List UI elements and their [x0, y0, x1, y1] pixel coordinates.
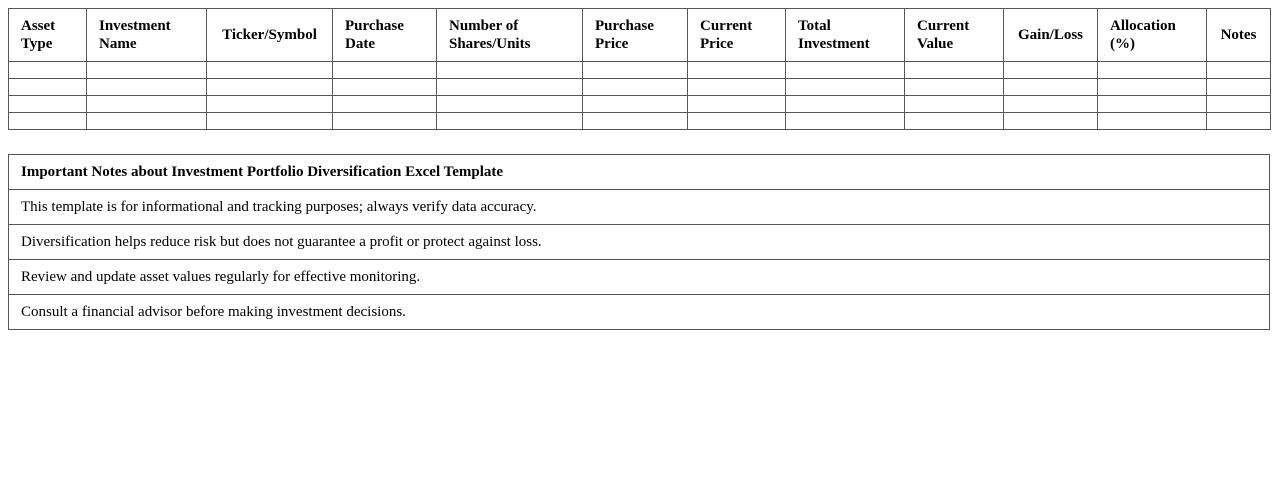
table-cell[interactable]	[87, 96, 207, 113]
table-cell[interactable]	[1207, 62, 1271, 79]
table-cell[interactable]	[207, 96, 333, 113]
table-cell[interactable]	[1207, 96, 1271, 113]
table-cell[interactable]	[1098, 96, 1207, 113]
note-item: Consult a financial advisor before making investment decisions.	[9, 295, 1270, 330]
column-header-current-price: Current Price	[688, 9, 786, 62]
table-cell[interactable]	[207, 62, 333, 79]
table-cell[interactable]	[9, 79, 87, 96]
column-header-total-investment: Total Investment	[786, 9, 905, 62]
column-header-asset-type: Asset Type	[9, 9, 87, 62]
table-cell[interactable]	[87, 113, 207, 130]
table-cell[interactable]	[207, 113, 333, 130]
table-cell[interactable]	[905, 79, 1004, 96]
notes-heading: Important Notes about Investment Portfolio Diversification Excel Template	[9, 155, 1270, 190]
table-header-row	[9, 9, 1271, 62]
column-header-current-value: Current Value	[905, 9, 1004, 62]
table-cell[interactable]	[583, 79, 688, 96]
table-cell[interactable]	[905, 96, 1004, 113]
table-cell[interactable]	[905, 113, 1004, 130]
notes-heading-row	[9, 155, 1270, 190]
table-cell[interactable]	[1098, 79, 1207, 96]
notes-table	[8, 154, 1270, 330]
column-header-ticker-symbol: Ticker/Symbol	[207, 9, 333, 62]
notes-row	[9, 260, 1270, 295]
table-cell[interactable]	[583, 62, 688, 79]
note-item: This template is for informational and tracking purposes; always verify data accuracy.	[9, 190, 1270, 225]
table-cell[interactable]	[9, 62, 87, 79]
table-cell[interactable]	[437, 113, 583, 130]
column-header-purchase-price: Purchase Price	[583, 9, 688, 62]
table-cell[interactable]	[9, 96, 87, 113]
notes-row	[9, 295, 1270, 330]
table-row	[9, 62, 1271, 79]
table-cell[interactable]	[688, 113, 786, 130]
table-cell[interactable]	[333, 96, 437, 113]
table-cell[interactable]	[9, 113, 87, 130]
table-cell[interactable]	[1004, 113, 1098, 130]
table-cell[interactable]	[1004, 62, 1098, 79]
table-cell[interactable]	[87, 79, 207, 96]
table-cell[interactable]	[437, 79, 583, 96]
table-cell[interactable]	[87, 62, 207, 79]
notes-row	[9, 225, 1270, 260]
column-header-number-of-shares: Number of Shares/Units	[437, 9, 583, 62]
notes-row	[9, 190, 1270, 225]
table-cell[interactable]	[1004, 96, 1098, 113]
table-cell[interactable]	[1098, 62, 1207, 79]
table-cell[interactable]	[688, 62, 786, 79]
table-cell[interactable]	[583, 96, 688, 113]
table-cell[interactable]	[333, 62, 437, 79]
table-cell[interactable]	[786, 96, 905, 113]
table-cell[interactable]	[333, 113, 437, 130]
column-header-notes: Notes	[1207, 9, 1271, 62]
table-row	[9, 79, 1271, 96]
table-cell[interactable]	[1004, 79, 1098, 96]
table-cell[interactable]	[1098, 113, 1207, 130]
table-cell[interactable]	[437, 96, 583, 113]
note-item: Review and update asset values regularly for effective monitoring.	[9, 260, 1270, 295]
table-cell[interactable]	[905, 62, 1004, 79]
table-row	[9, 96, 1271, 113]
table-cell[interactable]	[688, 79, 786, 96]
table-cell[interactable]	[786, 113, 905, 130]
table-cell[interactable]	[207, 79, 333, 96]
portfolio-table	[8, 8, 1271, 130]
column-header-allocation: Allocation (%)	[1098, 9, 1207, 62]
note-item: Diversification helps reduce risk but does not guarantee a profit or protect against loss.	[9, 225, 1270, 260]
table-cell[interactable]	[1207, 113, 1271, 130]
table-cell[interactable]	[688, 96, 786, 113]
table-cell[interactable]	[786, 62, 905, 79]
table-cell[interactable]	[1207, 79, 1271, 96]
table-row	[9, 113, 1271, 130]
column-header-investment-name: Investment Name	[87, 9, 207, 62]
column-header-purchase-date: Purchase Date	[333, 9, 437, 62]
table-cell[interactable]	[333, 79, 437, 96]
table-cell[interactable]	[437, 62, 583, 79]
column-header-gain-loss: Gain/Loss	[1004, 9, 1098, 62]
table-cell[interactable]	[583, 113, 688, 130]
table-cell[interactable]	[786, 79, 905, 96]
